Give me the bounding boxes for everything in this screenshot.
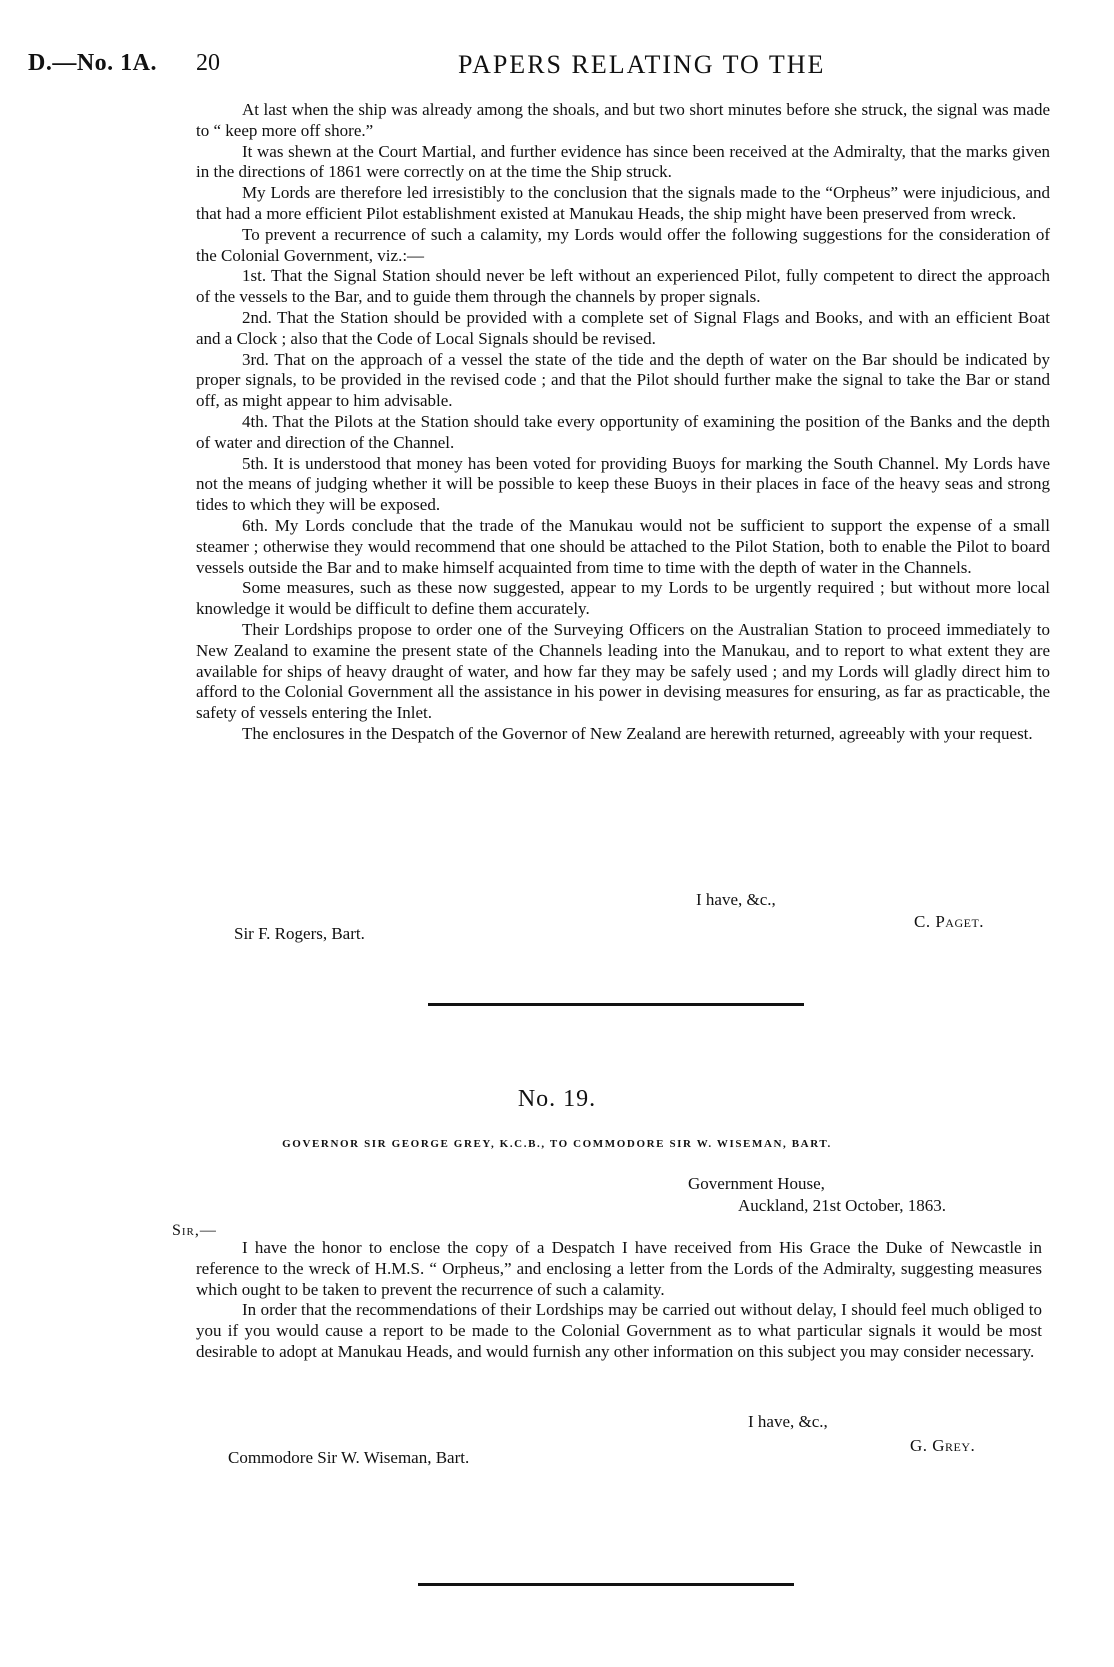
salutation: Sir,—	[172, 1222, 217, 1239]
suggestion-4: 4th. That the Pilots at the Station should take every opportunity of examining the position of the Banks and the depth of water and direction of the Channel.	[196, 411, 1050, 452]
sender-address-line-1: Government House,	[688, 1174, 825, 1193]
letter-1-closing: I have, &c.,	[696, 890, 776, 909]
document-number: No. 19.	[517, 1086, 597, 1112]
section-divider	[428, 1003, 804, 1006]
section-divider	[418, 1583, 794, 1586]
suggestion-2: 2nd. That the Station should be provided with a complete set of Signal Flags and Books, and with an efficient Boat and a Clock ; also that the Code of Local Signals should be revised.	[196, 307, 1050, 348]
letter-1-paragraph: Their Lordships propose to order one of the Surveying Officers on the Australian Station to proceed immediately to New Zealand to examine the present state of the Channels leading into the Manukau, and to report to what extent they are available for ships of heavy draught of water, and how far they may be safely used ; and my Lords will gladly direct him to afford to the Colonial Government all the assistance in his power in devising measures for ensuring, as far as practicable, the safety of vessels entering the Inlet.	[196, 619, 1050, 723]
letter-1-paragraph: Some measures, such as these now suggested, appear to my Lords to be urgently required ; but without more local knowledge it would be difficult to define them accurately.	[196, 578, 1050, 619]
letter-1-paragraph: It was shewn at the Court Martial, and further evidence has since been received at the Admiralty, that the marks given in the directions of 1861 were correctly on at the time the Ship struck.	[196, 141, 1050, 182]
suggestion-6: 6th. My Lords conclude that the trade of the Manukau would not be sufficient to support the expense of a small steamer ; otherwise they would recommend that one should be attached to the Pilot Station, both to enable the Pilot to board vessels outside the Bar and to make himself acquainted from time to time with the depth of water in the Channels.	[196, 515, 1050, 577]
letter-1-body	[196, 100, 1050, 745]
letter-1-signature: C. Paget.	[914, 912, 985, 931]
letter-1-paragraph: To prevent a recurrence of such a calamity, my Lords would offer the following suggestions for the consideration of the Colonial Government, viz.:—	[196, 224, 1050, 265]
letter-2-paragraph: In order that the recommendations of their Lordships may be carried out without delay, I should feel much obliged to you if you would cause a report to be made to the Colonial Government as to what particular signals it would be most desirable to adopt at Manukau Heads, and would furnish any other information on this subject you may consider necessary.	[196, 1300, 1042, 1361]
letter-2-signature: G. Grey.	[910, 1436, 976, 1455]
letter-2-addressee: Commodore Sir W. Wiseman, Bart.	[228, 1448, 470, 1467]
page-number: 20	[196, 50, 220, 76]
letter-1-paragraph: At last when the ship was already among the shoals, and but two short minutes before she struck, the signal was made to “ keep more off shore.”	[196, 100, 1050, 140]
running-title: PAPERS RELATING TO THE	[458, 50, 826, 79]
letter-2-body	[196, 1238, 1042, 1363]
document-reference: D.—No. 1A.	[28, 50, 157, 76]
page-header	[28, 44, 1088, 84]
letter-2-closing: I have, &c.,	[748, 1412, 828, 1431]
letter-2-paragraph: I have the honor to enclose the copy of a Despatch I have received from His Grace the Duke of Newcastle in reference to the wreck of H.M.S. “ Orpheus,” and enclosing a letter from the Lords of the Admiralty, suggesting measures which ought to be taken to prevent the recurrence of such a calamity.	[196, 1238, 1042, 1299]
suggestion-1: 1st. That the Signal Station should never be left without an experienced Pilot, fully competent to direct the approach of the vessels to the Bar, and to guide them through the channels by proper signals.	[196, 266, 1050, 307]
letter-1-addressee: Sir F. Rogers, Bart.	[234, 924, 365, 943]
document-heading: GOVERNOR SIR GEORGE GREY, K.C.B., TO COMMODORE SIR W. WISEMAN, BART.	[282, 1138, 832, 1150]
sender-address-line-2: Auckland, 21st October, 1863.	[738, 1196, 947, 1215]
suggestion-5: 5th. It is understood that money has been voted for providing Buoys for marking the South Channel. My Lords have not the means of judging whether it will be possible to keep these Buoys in their places in face of the heavy seas and strong tides to which they will be exposed.	[196, 453, 1050, 515]
suggestion-3: 3rd. That on the approach of a vessel the state of the tide and the depth of water on the Bar should be indicated by proper signals, to be provided in the revised code ; and that the Pilot should further make the signal to take the Bar or stand off, as might appear to him advisable.	[196, 349, 1050, 411]
letter-1-paragraph: The enclosures in the Despatch of the Governor of New Zealand are herewith returned, agreeably with your request.	[242, 723, 1033, 743]
letter-1-paragraph: My Lords are therefore led irresistibly to the conclusion that the signals made to the “Orpheus” were injudicious, and that had a more efficient Pilot establishment existed at Manukau Heads, the ship might have been preserved from wreck.	[196, 183, 1050, 223]
